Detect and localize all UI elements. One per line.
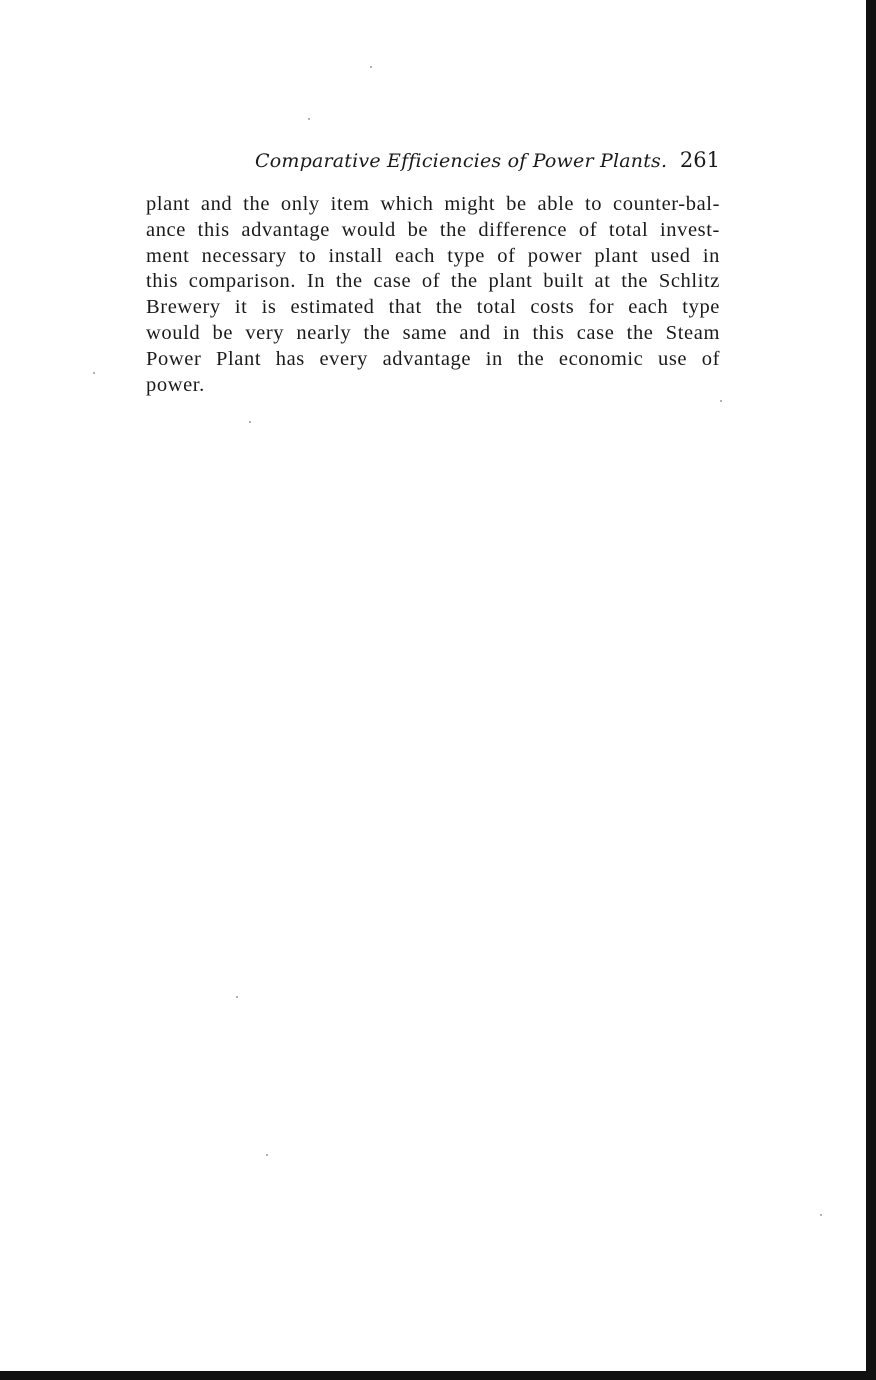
running-title: Comparative Efficiencies of Power Plants. — [255, 150, 668, 172]
scan-speck — [249, 421, 251, 423]
scan-speck — [370, 66, 372, 68]
text-line: this comparison. In the case of the plant built at the Schlitz — [146, 270, 720, 293]
scan-speck — [266, 1154, 268, 1156]
scan-speck — [720, 400, 722, 402]
text-line: ment necessary to install each type of power plant used in — [146, 244, 720, 267]
scan-border-bottom — [0, 1371, 876, 1380]
scan-speck — [820, 1214, 822, 1216]
scan-speck — [308, 118, 310, 120]
text-line: Power Plant has every advantage in the economic use of — [146, 347, 720, 370]
body-paragraph — [146, 192, 720, 398]
text-line: power. — [146, 373, 205, 396]
text-line: Brewery it is estimated that the total costs for each type — [146, 296, 720, 319]
text-line: ance this advantage would be the difference of total invest- — [146, 218, 720, 241]
scan-border-right — [866, 0, 876, 1380]
scan-speck — [93, 372, 95, 374]
text-line: plant and the only item which might be able to counter-bal- — [146, 193, 720, 215]
text-line: would be very nearly the same and in this case the Steam — [146, 321, 720, 344]
page-number: 261 — [679, 148, 720, 172]
scan-speck — [236, 996, 238, 998]
running-header — [146, 148, 720, 176]
